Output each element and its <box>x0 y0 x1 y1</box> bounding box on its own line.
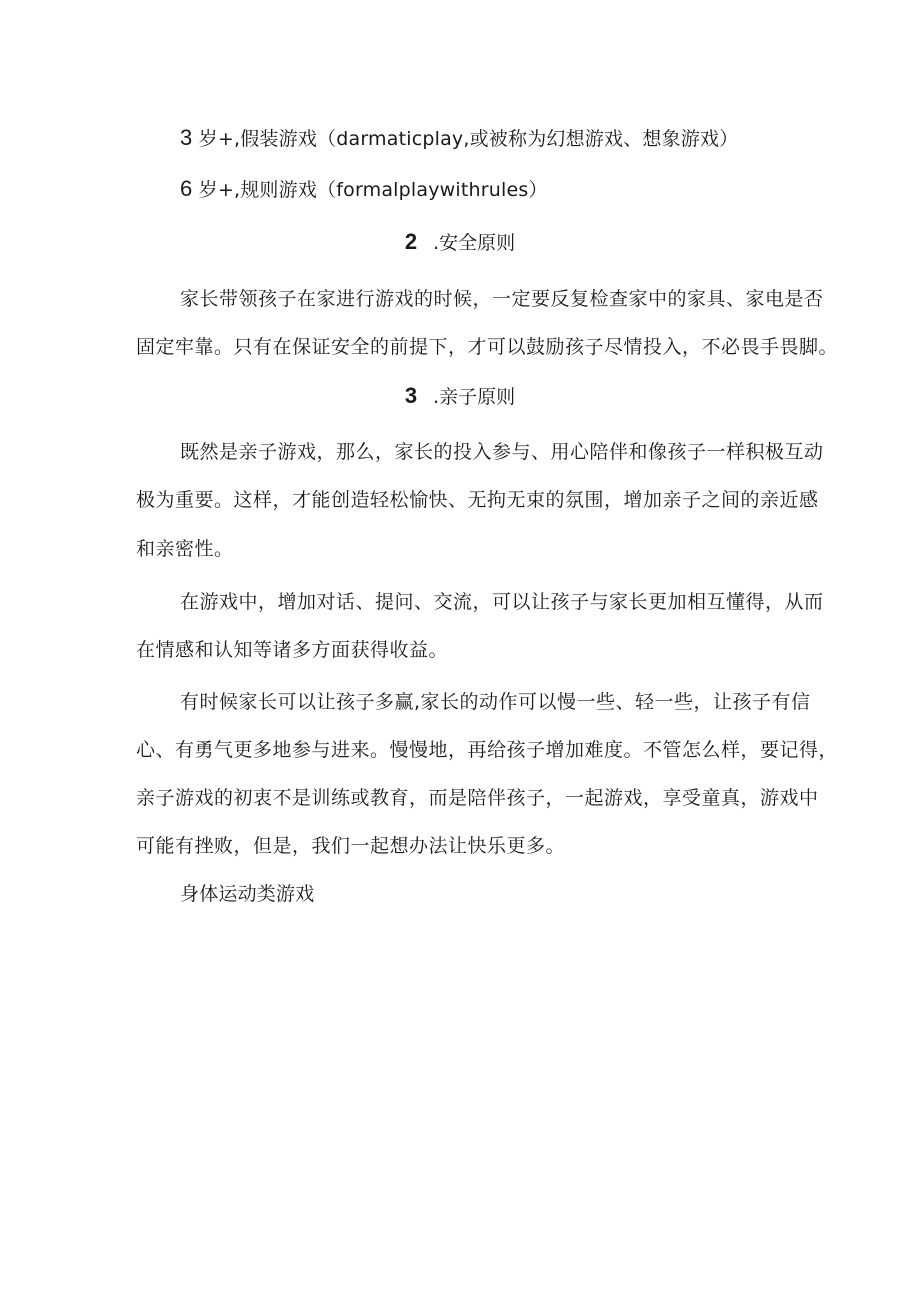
paragraph-line: 亲子游戏的初衷不是训练或教育，而是陪伴孩子，一起游戏，享受童真，游戏中 <box>136 787 819 809</box>
next-section-title: 身体运动类游戏 <box>180 883 315 905</box>
heading-title: .亲子原则 <box>433 386 516 408</box>
age-number: 6 <box>180 176 193 201</box>
paragraph-line: 可能有挫败，但是，我们一起想办法让快乐更多。 <box>136 835 566 857</box>
heading-number: 2 <box>404 229 418 254</box>
heading-number: 3 <box>404 383 418 408</box>
paragraph-line: 家长带领孩子在家进行游戏的时候，一定要反复检查家中的家具、家电是否 <box>180 288 824 310</box>
age-line-3 <box>180 126 738 151</box>
paragraph-line: 在情感和认知等诸多方面获得收益。 <box>136 639 449 661</box>
age-line-6 <box>180 177 548 202</box>
paragraph-line: 和亲密性。 <box>136 538 234 560</box>
section-heading-parent-child <box>0 384 920 409</box>
section-heading-safety <box>0 230 920 255</box>
age-number: 3 <box>180 125 193 150</box>
paragraph-line: 有时候家长可以让孩子多赢,家长的动作可以慢一些、轻一些，让孩子有信 <box>180 691 811 713</box>
paragraph-line: 固定牢靠。只有在保证安全的前提下，才可以鼓励孩子尽情投入，不必畏手畏脚。 <box>136 336 839 358</box>
age-line-text: 岁+,规则游戏（formalplaywithrules） <box>192 179 548 201</box>
paragraph-line: 心、有勇气更多地参与进来。慢慢地，再给孩子增加难度。不管怎么样，要记得， <box>136 739 839 761</box>
paragraph-line: 既然是亲子游戏，那么，家长的投入参与、用心陪伴和像孩子一样积极互动 <box>180 441 824 463</box>
heading-title: .安全原则 <box>433 232 516 254</box>
paragraph-line: 极为重要。这样，才能创造轻松愉快、无拘无束的氛围，增加亲子之间的亲近感 <box>136 489 819 511</box>
paragraph-line: 在游戏中，增加对话、提问、交流，可以让孩子与家长更加相互懂得，从而 <box>180 591 824 613</box>
age-line-text: 岁+,假装游戏（darmaticplay,或被称为幻想游戏、想象游戏） <box>192 128 739 150</box>
